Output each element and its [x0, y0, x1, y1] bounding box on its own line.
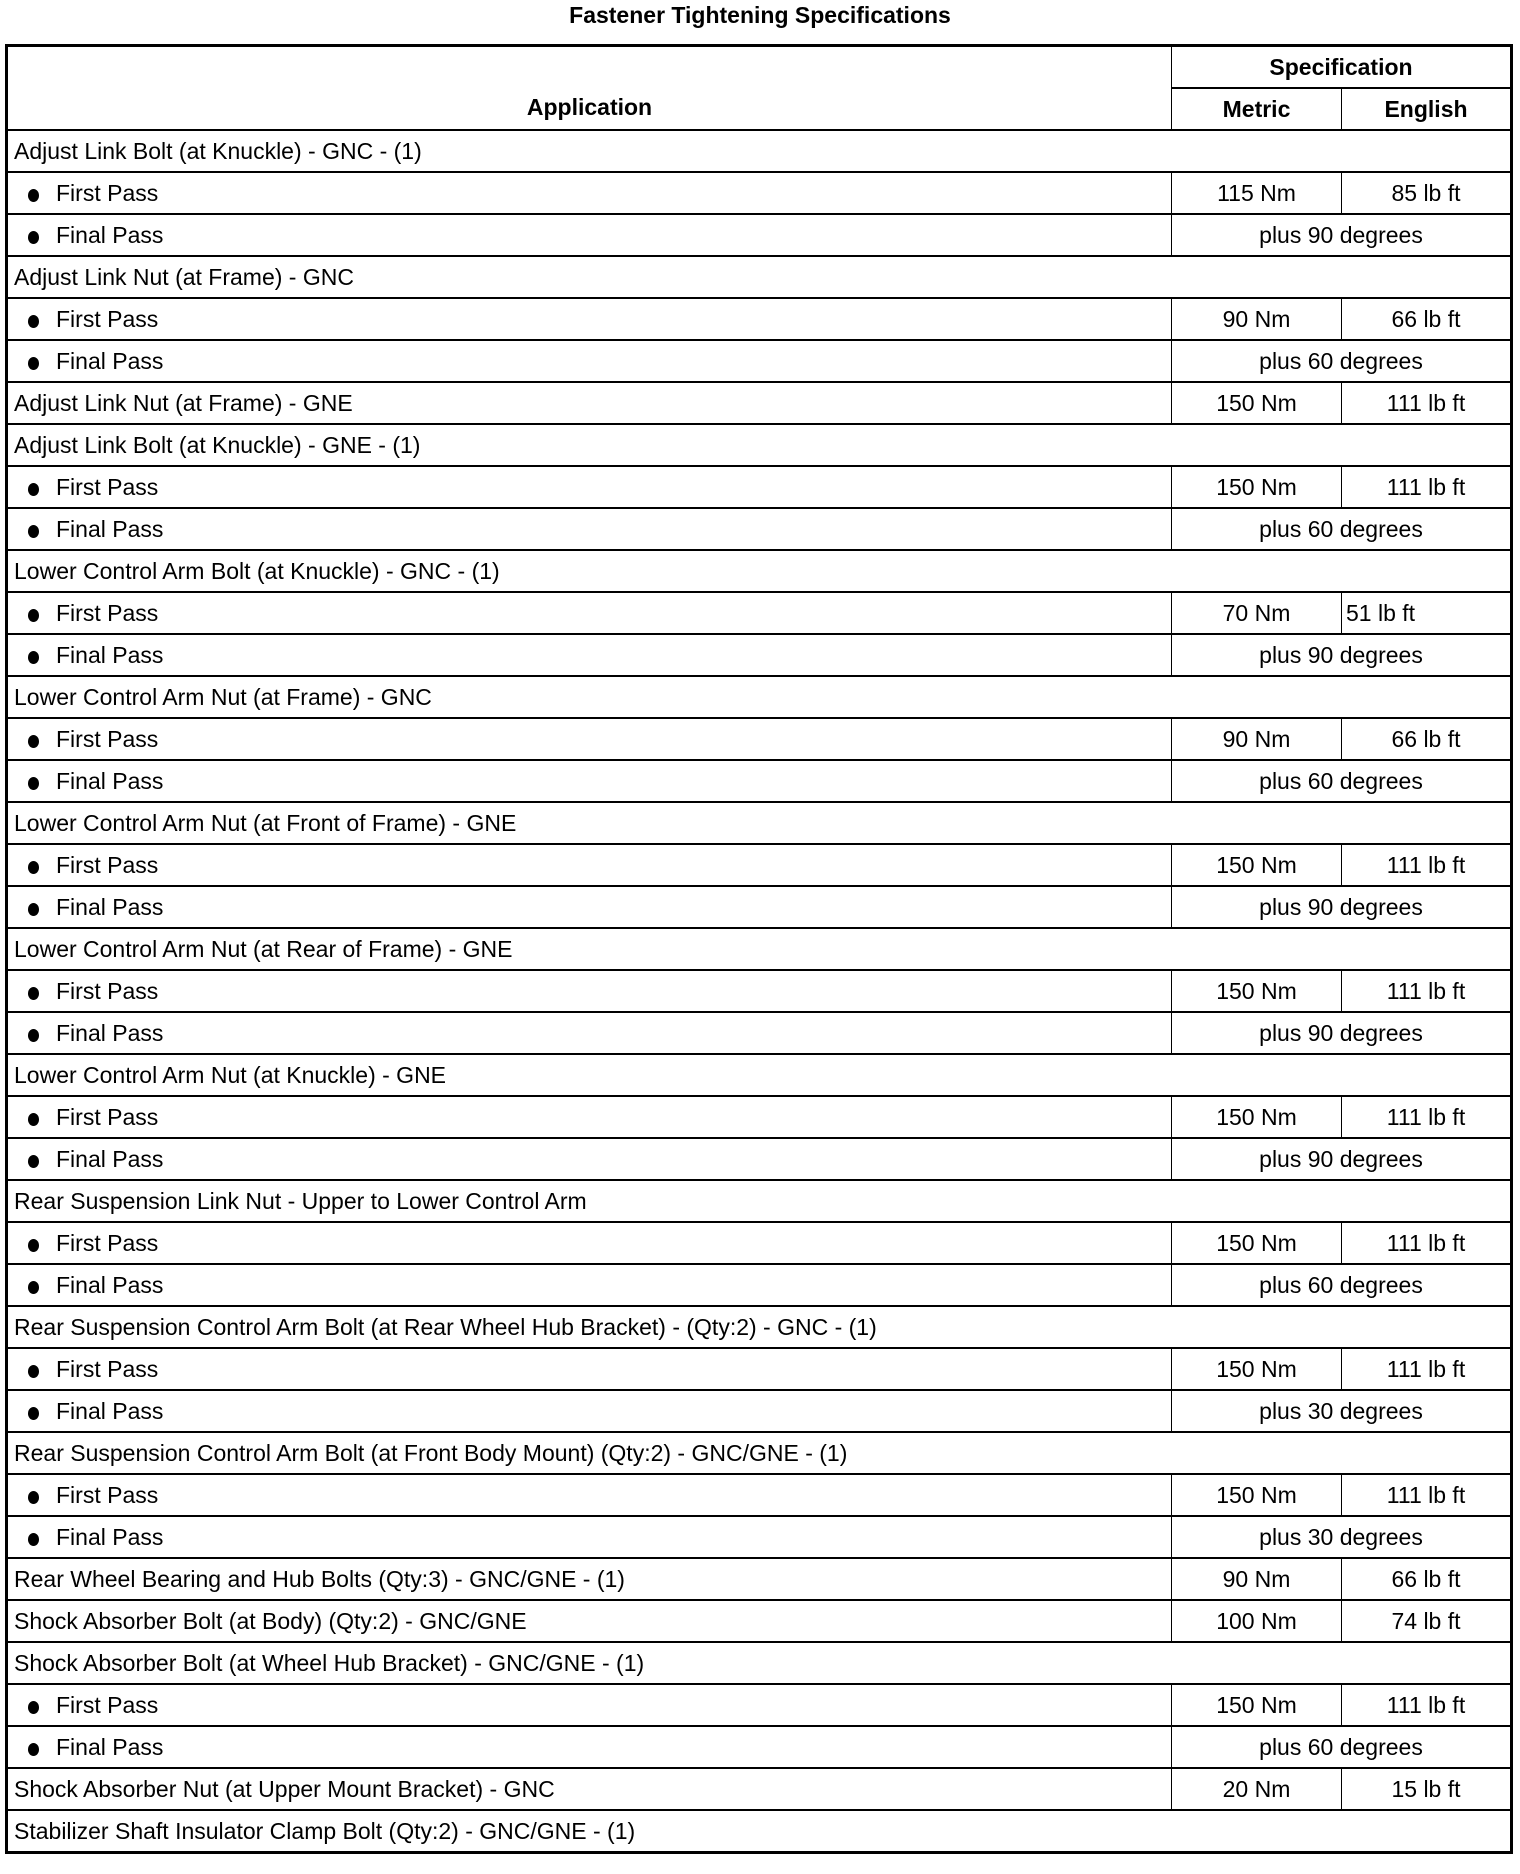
application-label-text: Final Pass: [56, 221, 164, 248]
english-value-text: 111 lb ft: [1386, 1103, 1466, 1130]
metric-value: [1172, 1474, 1342, 1516]
application-label: [7, 1768, 1172, 1810]
english-value-text: 15 lb ft: [1391, 1775, 1461, 1802]
metric-value: [1172, 1558, 1342, 1600]
application-label-text: Final Pass: [56, 515, 164, 542]
spec-value-text: plus 90 degrees: [1259, 1019, 1423, 1046]
pass-row: [7, 634, 1512, 676]
english-value: [1342, 844, 1512, 886]
metric-value-text: 150 Nm: [1216, 851, 1297, 878]
bullet-icon: [28, 1029, 39, 1042]
application-label-text: Rear Wheel Bearing and Hub Bolts (Qty:3) - GNC/GNE - (1): [14, 1565, 625, 1592]
application-label: [7, 1390, 1172, 1432]
group-row: [7, 1054, 1512, 1096]
application-label-text: Final Pass: [56, 1019, 164, 1046]
application-label: [7, 1474, 1172, 1516]
english-value: [1342, 1684, 1512, 1726]
bullet-icon: [28, 1155, 39, 1168]
metric-value: [1172, 466, 1342, 508]
spec-value: [1172, 1012, 1512, 1054]
bullet-icon: [28, 609, 39, 622]
application-label: [7, 508, 1172, 550]
application-label-text: Shock Absorber Nut (at Upper Mount Bracket) - GNC: [14, 1775, 555, 1802]
application-label: [7, 1516, 1172, 1558]
header-metric: Metric: [1172, 88, 1342, 130]
application-label-text: Final Pass: [56, 1271, 164, 1298]
metric-value-text: 150 Nm: [1216, 1355, 1297, 1382]
bullet-icon: [28, 231, 39, 244]
application-label: [7, 1180, 1512, 1222]
english-value-text: 51 lb ft: [1346, 599, 1416, 626]
application-label: [7, 256, 1512, 298]
spec-value: [1172, 1390, 1512, 1432]
application-label-text: Rear Suspension Control Arm Bolt (at Front Body Mount) (Qty:2) - GNC/GNE - (1): [14, 1439, 848, 1466]
application-label: [7, 424, 1512, 466]
spec-value-text: plus 60 degrees: [1259, 515, 1423, 542]
pass-row: [7, 1474, 1512, 1516]
spec-value: [1172, 214, 1512, 256]
group-row: [7, 1810, 1512, 1853]
application-label-text: Adjust Link Bolt (at Knuckle) - GNC - (1): [14, 137, 422, 164]
english-value-text: 111 lb ft: [1386, 851, 1466, 878]
spec-value: [1172, 886, 1512, 928]
pass-row: [7, 214, 1512, 256]
english-value-text: 85 lb ft: [1391, 179, 1461, 206]
application-label: [7, 1432, 1512, 1474]
application-label: [7, 1222, 1172, 1264]
spec-value: [1172, 760, 1512, 802]
english-value-text: 111 lb ft: [1386, 977, 1466, 1004]
spec-value: [1172, 1726, 1512, 1768]
application-label: [7, 1726, 1172, 1768]
application-label: [7, 1054, 1512, 1096]
application-label: [7, 1642, 1512, 1684]
spec-value: [1172, 1264, 1512, 1306]
spec-value: [1172, 340, 1512, 382]
english-value: [1342, 970, 1512, 1012]
bullet-icon: [28, 1113, 39, 1126]
metric-value-text: 20 Nm: [1222, 1775, 1291, 1802]
spec-value-text: plus 60 degrees: [1259, 347, 1423, 374]
bullet-icon: [28, 189, 39, 202]
metric-value-text: 150 Nm: [1216, 977, 1297, 1004]
metric-value-text: 150 Nm: [1216, 473, 1297, 500]
metric-value: [1172, 1348, 1342, 1390]
application-label-text: First Pass: [56, 725, 159, 752]
application-label-text: Final Pass: [56, 767, 164, 794]
metric-value-text: 100 Nm: [1216, 1607, 1297, 1634]
application-label: [7, 1348, 1172, 1390]
spec-value: [1172, 1516, 1512, 1558]
application-label-text: First Pass: [56, 599, 159, 626]
bullet-icon: [28, 1281, 39, 1294]
spec-value-text: plus 90 degrees: [1259, 221, 1423, 248]
english-value: [1342, 1600, 1512, 1642]
metric-value-text: 70 Nm: [1222, 599, 1291, 626]
metric-value-text: 150 Nm: [1216, 1103, 1297, 1130]
pass-row: [7, 1012, 1512, 1054]
pass-row: [7, 1684, 1512, 1726]
spec-value-text: plus 60 degrees: [1259, 767, 1423, 794]
bullet-icon: [28, 1533, 39, 1546]
application-label-text: First Pass: [56, 1103, 159, 1130]
metric-value-text: 150 Nm: [1216, 1691, 1297, 1718]
metric-value: [1172, 844, 1342, 886]
english-value: [1342, 592, 1512, 634]
spec-row: [7, 1558, 1512, 1600]
application-label: [7, 130, 1512, 172]
english-value-text: 66 lb ft: [1391, 725, 1461, 752]
english-value: [1342, 1558, 1512, 1600]
group-row: [7, 1306, 1512, 1348]
application-label-text: First Pass: [56, 1229, 159, 1256]
application-label: [7, 928, 1512, 970]
application-label-text: Adjust Link Nut (at Frame) - GNC: [14, 263, 354, 290]
bullet-icon: [28, 1701, 39, 1714]
pass-row: [7, 760, 1512, 802]
pass-row: [7, 1348, 1512, 1390]
pass-row: [7, 466, 1512, 508]
header-specification: Specification: [1172, 46, 1512, 89]
application-label: [7, 802, 1512, 844]
metric-value-text: 115 Nm: [1217, 179, 1296, 206]
group-row: [7, 550, 1512, 592]
spec-row: [7, 1768, 1512, 1810]
english-value: [1342, 172, 1512, 214]
application-label: [7, 1012, 1172, 1054]
application-label-text: Lower Control Arm Nut (at Rear of Frame) - GNE: [14, 935, 513, 962]
english-value: [1342, 1348, 1512, 1390]
application-label: [7, 886, 1172, 928]
english-value: [1342, 1096, 1512, 1138]
page-title: Fastener Tightening Specifications: [569, 2, 951, 28]
group-row: [7, 130, 1512, 172]
application-label: [7, 1264, 1172, 1306]
pass-row: [7, 1726, 1512, 1768]
application-label: [7, 1810, 1512, 1853]
pass-row: [7, 172, 1512, 214]
metric-value: [1172, 1600, 1342, 1642]
application-label-text: Shock Absorber Bolt (at Wheel Hub Bracket) - GNC/GNE - (1): [14, 1649, 645, 1676]
metric-value: [1172, 382, 1342, 424]
application-label-text: Adjust Link Bolt (at Knuckle) - GNE - (1): [14, 431, 421, 458]
spec-value-text: plus 90 degrees: [1259, 641, 1423, 668]
application-label-text: Final Pass: [56, 1397, 164, 1424]
application-label-text: First Pass: [56, 1355, 159, 1382]
bullet-icon: [28, 735, 39, 748]
metric-value: [1172, 970, 1342, 1012]
application-label: [7, 844, 1172, 886]
metric-value-text: 150 Nm: [1216, 1481, 1297, 1508]
application-label-text: Final Pass: [56, 893, 164, 920]
application-label: [7, 1306, 1512, 1348]
pass-row: [7, 298, 1512, 340]
group-row: [7, 802, 1512, 844]
metric-value: [1172, 172, 1342, 214]
pass-row: [7, 340, 1512, 382]
application-label-text: Rear Suspension Link Nut - Upper to Lower Control Arm: [14, 1187, 587, 1214]
bullet-icon: [28, 903, 39, 916]
application-label-text: Final Pass: [56, 1733, 164, 1760]
english-value: [1342, 1222, 1512, 1264]
application-label: [7, 214, 1172, 256]
application-label-text: Lower Control Arm Nut (at Frame) - GNC: [14, 683, 432, 710]
spec-value-text: plus 30 degrees: [1259, 1523, 1423, 1550]
english-value: [1342, 718, 1512, 760]
spec-row: [7, 382, 1512, 424]
bullet-icon: [28, 861, 39, 874]
pass-row: [7, 844, 1512, 886]
english-value-text: 111 lb ft: [1386, 473, 1466, 500]
application-label-text: Shock Absorber Bolt (at Body) (Qty:2) - GNC/GNE: [14, 1607, 527, 1634]
english-value: [1342, 1768, 1512, 1810]
bullet-icon: [28, 1491, 39, 1504]
application-label-text: Adjust Link Nut (at Frame) - GNE: [14, 389, 353, 416]
application-label-text: Final Pass: [56, 641, 164, 668]
application-label: [7, 340, 1172, 382]
bullet-icon: [28, 357, 39, 370]
group-row: [7, 1642, 1512, 1684]
bullet-icon: [28, 525, 39, 538]
spec-value-text: plus 90 degrees: [1259, 893, 1423, 920]
bullet-icon: [28, 987, 39, 1000]
metric-value-text: 90 Nm: [1222, 1565, 1291, 1592]
metric-value: [1172, 1096, 1342, 1138]
metric-value-text: 90 Nm: [1222, 305, 1291, 332]
group-row: [7, 1180, 1512, 1222]
application-label-text: Final Pass: [56, 1145, 164, 1172]
spec-value-text: plus 90 degrees: [1259, 1145, 1423, 1172]
header-english: English: [1342, 88, 1512, 130]
application-label: [7, 1558, 1172, 1600]
english-value-text: 111 lb ft: [1386, 1229, 1466, 1256]
application-label: [7, 676, 1512, 718]
application-label-text: Lower Control Arm Nut (at Knuckle) - GNE: [14, 1061, 447, 1088]
application-label: [7, 634, 1172, 676]
application-label-text: First Pass: [56, 851, 159, 878]
bullet-icon: [28, 1365, 39, 1378]
application-label-text: Final Pass: [56, 1523, 164, 1550]
application-label: [7, 550, 1512, 592]
pass-row: [7, 970, 1512, 1012]
pass-row: [7, 508, 1512, 550]
application-label-text: First Pass: [56, 473, 159, 500]
application-label: [7, 1684, 1172, 1726]
bullet-icon: [28, 1407, 39, 1420]
english-value-text: 66 lb ft: [1391, 305, 1461, 332]
spec-value-text: plus 60 degrees: [1259, 1733, 1423, 1760]
application-label: [7, 718, 1172, 760]
application-label: [7, 382, 1172, 424]
application-label-text: Final Pass: [56, 347, 164, 374]
header-application: Application: [7, 46, 1172, 131]
pass-row: [7, 1264, 1512, 1306]
pass-row: [7, 1138, 1512, 1180]
english-value-text: 66 lb ft: [1391, 1565, 1461, 1592]
group-row: [7, 256, 1512, 298]
application-label-text: Rear Suspension Control Arm Bolt (at Rear Wheel Hub Bracket) - (Qty:2) - GNC - (1): [14, 1313, 877, 1340]
group-row: [7, 676, 1512, 718]
pass-row: [7, 886, 1512, 928]
bullet-icon: [28, 483, 39, 496]
bullet-icon: [28, 1743, 39, 1756]
bullet-icon: [28, 777, 39, 790]
english-value-text: 111 lb ft: [1386, 1691, 1466, 1718]
specifications-table: [5, 44, 1513, 1854]
application-label-text: First Pass: [56, 977, 159, 1004]
application-label-text: First Pass: [56, 179, 159, 206]
english-value: [1342, 298, 1512, 340]
metric-value-text: 150 Nm: [1216, 1229, 1297, 1256]
english-value-text: 111 lb ft: [1386, 1355, 1466, 1382]
application-label-text: Lower Control Arm Nut (at Front of Frame) - GNE: [14, 809, 517, 836]
application-label: [7, 298, 1172, 340]
pass-row: [7, 1222, 1512, 1264]
metric-value: [1172, 298, 1342, 340]
spec-value-text: plus 30 degrees: [1259, 1397, 1423, 1424]
application-label: [7, 172, 1172, 214]
english-value-text: 74 lb ft: [1391, 1607, 1461, 1634]
english-value-text: 111 lb ft: [1386, 389, 1466, 416]
application-label-text: First Pass: [56, 305, 159, 332]
group-row: [7, 424, 1512, 466]
metric-value-text: 150 Nm: [1216, 389, 1297, 416]
application-label-text: Stabilizer Shaft Insulator Clamp Bolt (Qty:2) - GNC/GNE - (1): [14, 1817, 636, 1844]
spec-row: [7, 1600, 1512, 1642]
spec-value: [1172, 1138, 1512, 1180]
metric-value: [1172, 1684, 1342, 1726]
application-label: [7, 1600, 1172, 1642]
application-label: [7, 760, 1172, 802]
english-value: [1342, 1474, 1512, 1516]
pass-row: [7, 1390, 1512, 1432]
metric-value-text: 90 Nm: [1222, 725, 1291, 752]
metric-value: [1172, 718, 1342, 760]
metric-value: [1172, 1768, 1342, 1810]
bullet-icon: [28, 1239, 39, 1252]
application-label-text: First Pass: [56, 1691, 159, 1718]
spec-value: [1172, 508, 1512, 550]
english-value: [1342, 466, 1512, 508]
bullet-icon: [28, 651, 39, 664]
application-label: [7, 970, 1172, 1012]
pass-row: [7, 1516, 1512, 1558]
spec-value: [1172, 634, 1512, 676]
pass-row: [7, 592, 1512, 634]
application-label-text: First Pass: [56, 1481, 159, 1508]
metric-value: [1172, 1222, 1342, 1264]
group-row: [7, 928, 1512, 970]
group-row: [7, 1432, 1512, 1474]
application-label: [7, 1138, 1172, 1180]
english-value: [1342, 382, 1512, 424]
english-value-text: 111 lb ft: [1386, 1481, 1466, 1508]
bullet-icon: [28, 315, 39, 328]
application-label: [7, 592, 1172, 634]
pass-row: [7, 718, 1512, 760]
metric-value: [1172, 592, 1342, 634]
pass-row: [7, 1096, 1512, 1138]
application-label: [7, 1096, 1172, 1138]
application-label: [7, 466, 1172, 508]
application-label-text: Lower Control Arm Bolt (at Knuckle) - GNC - (1): [14, 557, 500, 584]
spec-value-text: plus 60 degrees: [1259, 1271, 1423, 1298]
